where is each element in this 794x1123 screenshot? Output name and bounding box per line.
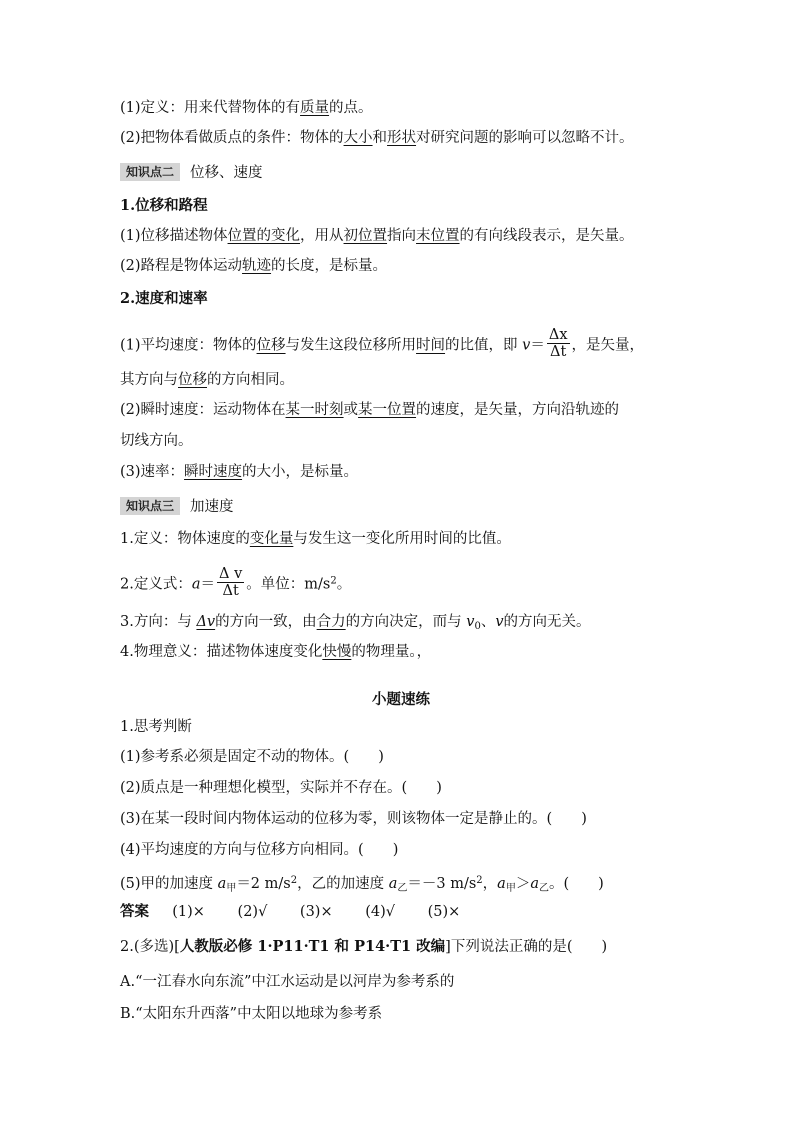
- answer-label: 答案: [120, 903, 149, 920]
- section-title: 位移、速度: [190, 165, 263, 181]
- option-b: B.“太阳东升西落”中太阳以地球为参考系: [120, 1006, 383, 1022]
- judgment-question-4: (4)平均速度的方向与位移方向相同。( ): [120, 842, 399, 858]
- instantaneous-velocity-cont: 切线方向。: [120, 433, 193, 449]
- acceleration-direction: 3.方向：与 Δv的方向一致，由合力的方向决定，而与 $v_0$、v的方向无关。: [120, 614, 591, 632]
- answer-line: [120, 902, 682, 922]
- answer-item: (3)×: [299, 904, 333, 920]
- instantaneous-velocity: (2)瞬时速度：运动物体在某一时刻或某一位置的速度，是矢量，方向沿轨迹的: [120, 402, 620, 418]
- answer-item: (4)√: [365, 904, 396, 920]
- practice-subheading: 1.思考判断: [120, 719, 192, 735]
- speed-rate: (3)速率：瞬时速度的大小，是标量。: [120, 464, 359, 480]
- acceleration-meaning: 4.物理意义：描述物体速度变化快慢的物理量。，: [120, 644, 432, 660]
- displacement-description: (1)位移描述物体位置的变化，用从初位置指向末位置的有向线段表示，是矢量。: [120, 228, 634, 244]
- acceleration-formula: 2.定义式：a＝ $\frac{\text{Δ v}}{\Delta t}$ 。单位：$m/s^2$。: [120, 566, 352, 599]
- multiple-choice-question: 2.(多选)[人教版必修 1·P11·T1 和 P14·T1 改编]下列说法正确的是( ): [120, 938, 608, 955]
- velocity-fraction: $\frac{\Delta x}{\Delta t}$: [548, 327, 568, 360]
- judgment-question-3: (3)在某一段时间内物体运动的位移为零，则该物体一定是静止的。( ): [120, 811, 587, 827]
- subheading-speed-rate: 2.速度和速率: [120, 290, 208, 307]
- judgment-question-5: (5)甲的加速度 $a_甲=2$ $m/s^2$，乙的加速度 $a_乙=-3$ $m/s^2$，$a_甲>a_乙$。( ): [120, 875, 604, 894]
- average-velocity-direction: 其方向与位移的方向相同。: [120, 372, 294, 388]
- acceleration-definition: 1.定义：物体速度的变化量与发生这一变化所用时间的比值。: [120, 531, 511, 547]
- average-velocity-definition: (1)平均速度：物体的位移与发生这段位移所用时间的比值，即 v＝ $\frac{\Delta x}{\Delta t}$ ，是矢量，: [120, 327, 645, 360]
- path-description: (2)路程是物体运动轨迹的长度，是标量。: [120, 258, 388, 274]
- acceleration-fraction: $\frac{\text{Δ v}}{\Delta t}$: [219, 566, 243, 599]
- answer-item: (5)×: [427, 904, 461, 920]
- point-mass-condition: (2)把物体看做质点的条件：物体的大小和形状对研究问题的影响可以忽略不计。: [120, 130, 634, 146]
- answer-item: (1)×: [172, 904, 205, 920]
- section-heading-acceleration: [120, 497, 682, 517]
- section-title: 加速度: [190, 499, 234, 515]
- option-a: A.“一江春水向东流”中江水运动是以河岸为参考系的: [120, 974, 455, 990]
- practice-title: 小题速练: [372, 691, 430, 708]
- answer-item: (2)√: [237, 904, 268, 920]
- point-mass-definition: (1)定义：用来代替物体的有质量的点。: [120, 100, 373, 116]
- knowledge-point-badge: 知识点二: [120, 163, 180, 181]
- judgment-question-2: (2)质点是一种理想化模型，实际并不存在。( ): [120, 780, 442, 796]
- knowledge-point-badge: 知识点三: [120, 497, 180, 515]
- judgment-question-1: (1)参考系必须是固定不动的物体。( ): [120, 749, 384, 765]
- subheading-displacement-path: 1.位移和路程: [120, 197, 208, 214]
- section-heading-displacement-velocity: [120, 163, 682, 183]
